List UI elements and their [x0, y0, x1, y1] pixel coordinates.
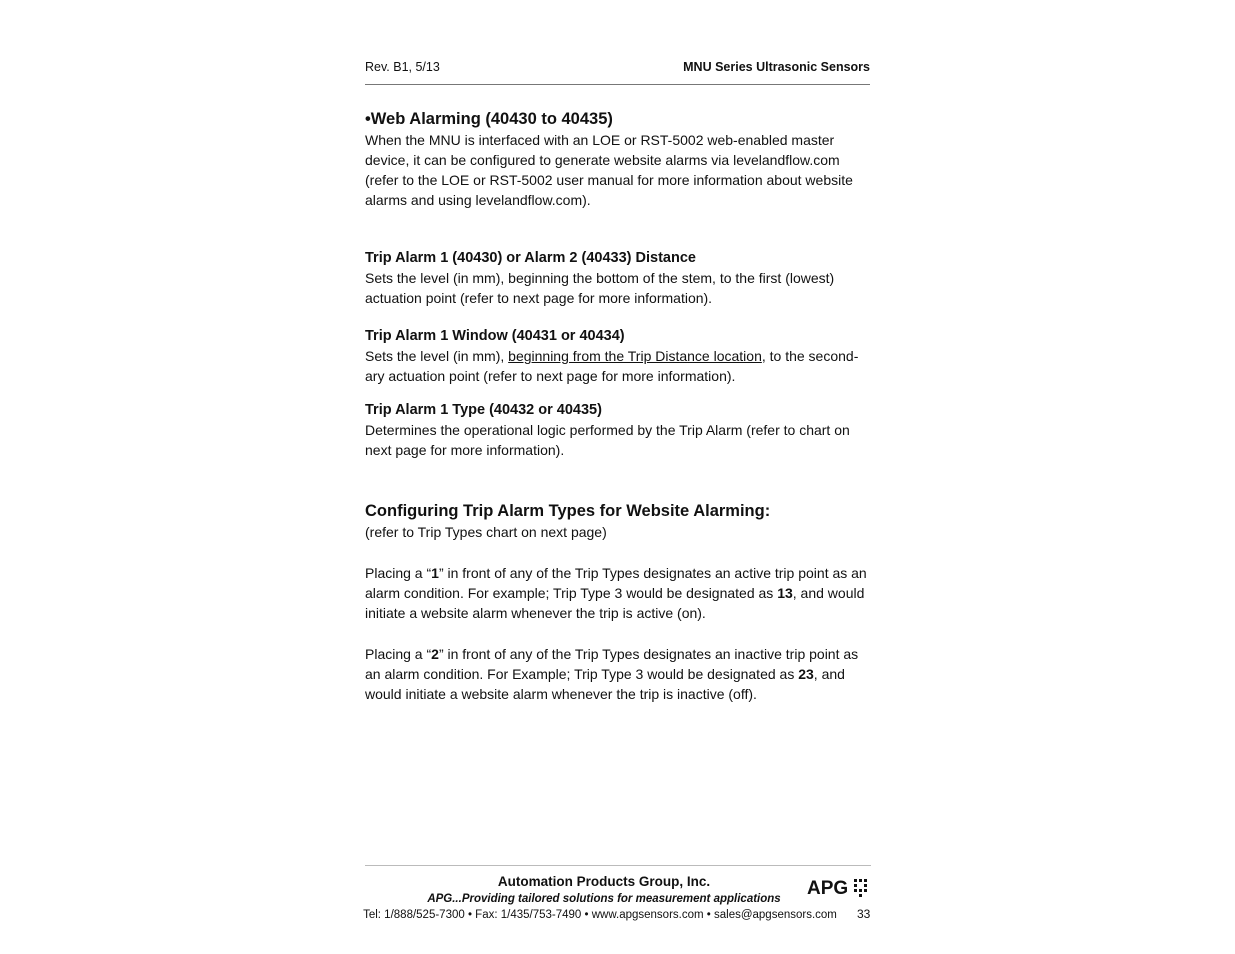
configuring-paragraph-active: [365, 563, 870, 623]
para2-bold-23: 23: [798, 666, 814, 682]
para2-text-a: Placing a “: [365, 646, 432, 662]
para1-text-c: ” in front of any of the Trip Types designates an active trip point as an alarm condition. For example; Trip Type 3 would be designated as: [365, 565, 867, 601]
trip-window-body-end: , to the second-ary actuation point (refer to next page for more information).: [365, 348, 859, 384]
para2-bold-2: 2: [431, 646, 439, 662]
page-number: 33: [857, 907, 871, 921]
svg-text:APG: APG: [807, 878, 849, 898]
trip-window-body-underlined: beginning from the Trip Distance location: [508, 348, 762, 364]
trip-window-body-start: Sets the level (in mm),: [365, 348, 509, 364]
series-title: MNU Series Ultrasonic Sensors: [683, 60, 870, 74]
web-alarming-section: [365, 108, 870, 210]
para2-text-e: , and would initiate a website alarm whenever the trip is inactive (off).: [365, 666, 845, 702]
footer-contact: Tel: 1/888/525-7300 • Fax: 1/435/753-7490 • www.apgsensors.com • sales@apgsensors.com: [363, 909, 837, 921]
trip-distance-section: [365, 248, 870, 308]
header-divider: [365, 84, 870, 85]
trip-window-body: [365, 346, 870, 386]
page-content: [365, 108, 870, 704]
page-footer: [355, 874, 875, 934]
footer-divider: [365, 865, 871, 866]
para1-text-a: Placing a “: [365, 565, 432, 581]
apg-logo-icon: [807, 876, 871, 898]
para2-text-c: ” in front of any of the Trip Types designates an inactive trip point as an alarm condition. For Example; Trip Type 3 would be designated as: [365, 646, 859, 682]
web-alarming-heading: •Web Alarming (40430 to 40435): [365, 110, 613, 128]
trip-type-body: Determines the operational logic performed by the Trip Alarm (refer to chart on next page for more information).: [365, 422, 850, 458]
configuring-section: [365, 500, 870, 704]
footer-tagline: APG...Providing tailored solutions for measurement applications: [427, 893, 781, 905]
trip-distance-body: Sets the level (in mm), beginning the bottom of the stem, to the first (lowest) actuation point (refer to next page for more information).: [365, 270, 835, 306]
trip-distance-heading: Trip Alarm 1 (40430) or Alarm 2 (40433) Distance: [365, 250, 696, 266]
configuring-subtitle: (refer to Trip Types chart on next page): [365, 524, 607, 540]
page-header: [365, 60, 870, 78]
configuring-heading: Configuring Trip Alarm Types for Website Alarming:: [365, 502, 771, 520]
trip-window-section: [365, 326, 870, 386]
para1-bold-13: 13: [777, 585, 793, 601]
trip-window-heading: Trip Alarm 1 Window (40431 or 40434): [365, 328, 625, 344]
trip-type-section: [365, 400, 870, 460]
configuring-paragraph-inactive: [365, 644, 870, 704]
trip-type-heading: Trip Alarm 1 Type (40432 or 40435): [365, 402, 602, 418]
revision-label: Rev. B1, 5/13: [365, 60, 440, 74]
footer-company: Automation Products Group, Inc.: [497, 874, 711, 889]
para1-bold-1: 1: [431, 565, 439, 581]
para1-text-e: , and would initiate a website alarm whenever the trip is active (on).: [365, 585, 865, 621]
web-alarming-body: When the MNU is interfaced with an LOE or RST-5002 web-enabled master device, it can be configured to generate website alarms via levelandflow.com (refer to the LOE or RST-5002 user manual for more information about website alarms and using levelandflow.com).: [365, 132, 853, 208]
